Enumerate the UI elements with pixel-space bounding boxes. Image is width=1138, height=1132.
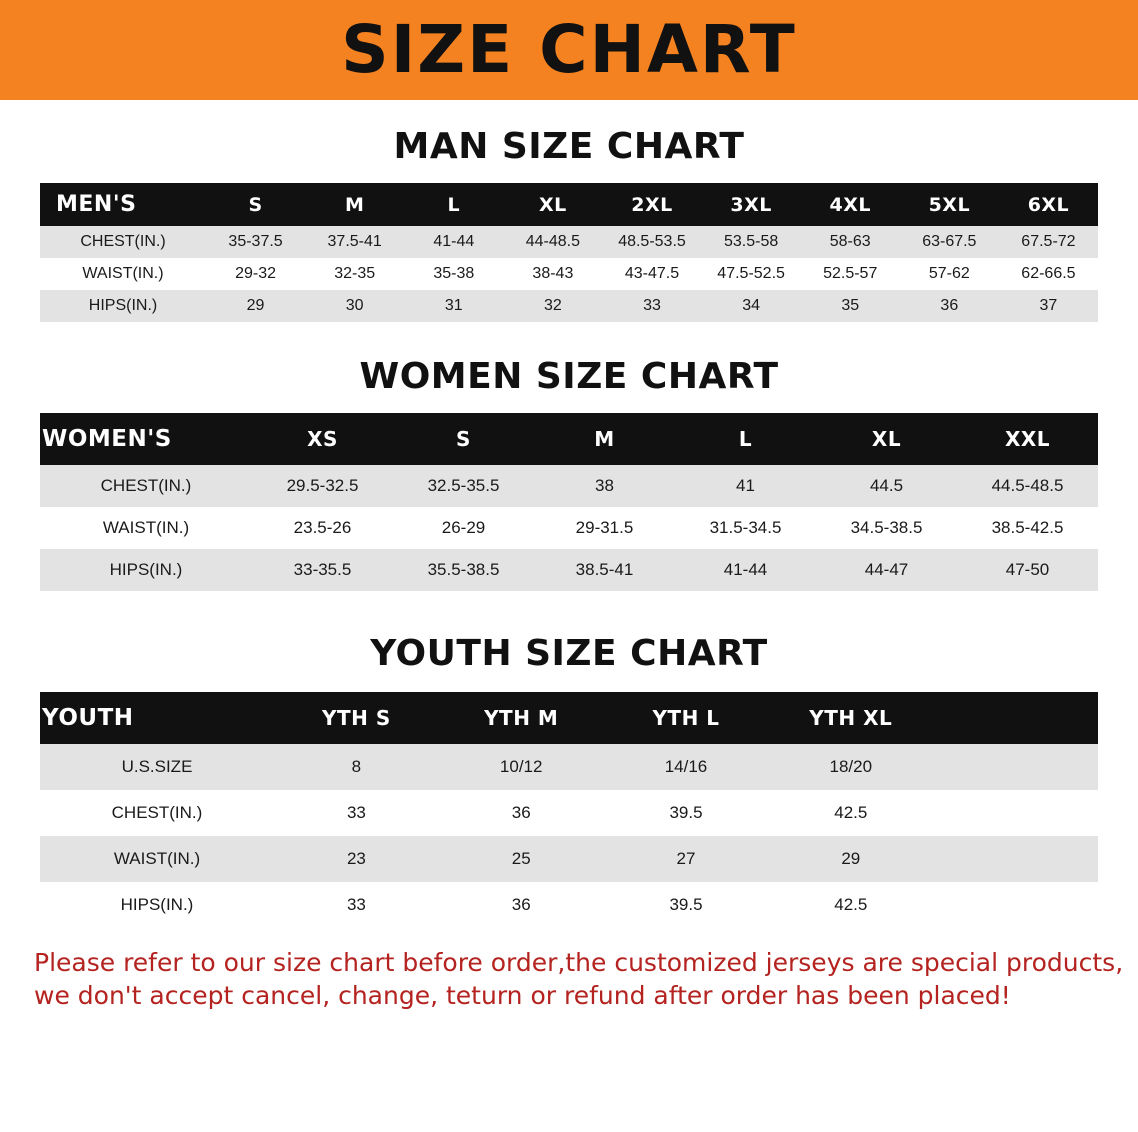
cell: 41-44: [675, 549, 816, 591]
cell: 37.5-41: [305, 226, 404, 258]
cell: 53.5-58: [702, 226, 801, 258]
col-header-6xl: 6XL: [999, 183, 1098, 226]
youth-size-table: [40, 692, 1098, 928]
col-header-xs: XS: [252, 413, 393, 465]
col-header-yth-s: YTH S: [274, 692, 439, 744]
row-label-hips: HIPS(IN.): [40, 882, 274, 928]
header-banner: [0, 0, 1138, 100]
col-header-spacer: [933, 692, 1098, 744]
youth-table-wrap: [40, 692, 1098, 928]
cell: 32.5-35.5: [393, 465, 534, 507]
cell: 44-48.5: [503, 226, 602, 258]
row-label-us-size: U.S.SIZE: [40, 744, 274, 790]
cell: 32: [503, 290, 602, 322]
cell: 58-63: [801, 226, 900, 258]
cell-empty: [933, 882, 1098, 928]
cell: 29-32: [206, 258, 305, 290]
cell: 33: [602, 290, 701, 322]
cell: 34: [702, 290, 801, 322]
cell: 18/20: [768, 744, 933, 790]
cell-empty: [933, 836, 1098, 882]
cell: 62-66.5: [999, 258, 1098, 290]
cell: 57-62: [900, 258, 999, 290]
cell: 44.5: [816, 465, 957, 507]
col-header-l: L: [675, 413, 816, 465]
disclaimer-note: [34, 946, 1124, 1012]
cell: 23.5-26: [252, 507, 393, 549]
row-label-waist: WAIST(IN.): [40, 258, 206, 290]
cell: 31.5-34.5: [675, 507, 816, 549]
col-header-s: S: [206, 183, 305, 226]
col-header-xl: XL: [503, 183, 602, 226]
col-header-yth-xl: YTH XL: [768, 692, 933, 744]
cell: 47-50: [957, 549, 1098, 591]
table-row: [40, 507, 1098, 549]
col-header-4xl: 4XL: [801, 183, 900, 226]
cell: 29: [206, 290, 305, 322]
cell: 39.5: [604, 790, 769, 836]
col-header-xxl: XXL: [957, 413, 1098, 465]
cell: 14/16: [604, 744, 769, 790]
cell: 42.5: [768, 882, 933, 928]
col-header-yth-l: YTH L: [604, 692, 769, 744]
table-row: [40, 882, 1098, 928]
row-label-waist: WAIST(IN.): [40, 507, 252, 549]
cell: 29.5-32.5: [252, 465, 393, 507]
row-label-chest: CHEST(IN.): [40, 226, 206, 258]
table-row: [40, 226, 1098, 258]
cell: 37: [999, 290, 1098, 322]
cell: 35-38: [404, 258, 503, 290]
cell: 25: [439, 836, 604, 882]
cell: 48.5-53.5: [602, 226, 701, 258]
table-row: [40, 790, 1098, 836]
cell: 36: [439, 882, 604, 928]
cell: 10/12: [439, 744, 604, 790]
row-label-hips: HIPS(IN.): [40, 549, 252, 591]
col-header-3xl: 3XL: [702, 183, 801, 226]
disclaimer-line-2: we don't accept cancel, change, teturn or refund after order has been placed!: [34, 981, 1011, 1010]
cell: 38.5-41: [534, 549, 675, 591]
cell: 34.5-38.5: [816, 507, 957, 549]
cell: 67.5-72: [999, 226, 1098, 258]
col-header-yth-m: YTH M: [439, 692, 604, 744]
cell: 38-43: [503, 258, 602, 290]
cell: 30: [305, 290, 404, 322]
cell: 38: [534, 465, 675, 507]
cell: 33-35.5: [252, 549, 393, 591]
cell: 39.5: [604, 882, 769, 928]
col-header-m: M: [534, 413, 675, 465]
table-header-row: [40, 183, 1098, 226]
row-label-hips: HIPS(IN.): [40, 290, 206, 322]
cell: 23: [274, 836, 439, 882]
col-header-l: L: [404, 183, 503, 226]
col-header-2xl: 2XL: [602, 183, 701, 226]
table-row: [40, 258, 1098, 290]
cell: 27: [604, 836, 769, 882]
cell: 29: [768, 836, 933, 882]
col-header-men: MEN'S: [40, 183, 206, 226]
disclaimer-line-1: Please refer to our size chart before order,the customized jerseys are special products,: [34, 948, 1124, 977]
cell: 42.5: [768, 790, 933, 836]
cell: 36: [900, 290, 999, 322]
cell-empty: [933, 790, 1098, 836]
cell: 41-44: [404, 226, 503, 258]
cell-empty: [933, 744, 1098, 790]
cell: 47.5-52.5: [702, 258, 801, 290]
man-table-wrap: [40, 183, 1098, 322]
table-row: [40, 836, 1098, 882]
col-header-xl: XL: [816, 413, 957, 465]
row-label-chest: CHEST(IN.): [40, 790, 274, 836]
table-header-row: [40, 413, 1098, 465]
cell: 35.5-38.5: [393, 549, 534, 591]
cell: 33: [274, 790, 439, 836]
youth-section-heading: YOUTH SIZE CHART: [370, 633, 768, 674]
row-label-chest: CHEST(IN.): [40, 465, 252, 507]
table-row: [40, 744, 1098, 790]
cell: 33: [274, 882, 439, 928]
table-row: [40, 290, 1098, 322]
women-section-heading: WOMEN SIZE CHART: [359, 356, 779, 397]
cell: 29-31.5: [534, 507, 675, 549]
col-header-youth: YOUTH: [40, 692, 274, 744]
cell: 31: [404, 290, 503, 322]
col-header-s: S: [393, 413, 534, 465]
page-title: SIZE CHART: [341, 11, 797, 88]
women-table-wrap: [40, 413, 1098, 591]
cell: 41: [675, 465, 816, 507]
cell: 36: [439, 790, 604, 836]
cell: 63-67.5: [900, 226, 999, 258]
cell: 35-37.5: [206, 226, 305, 258]
cell: 52.5-57: [801, 258, 900, 290]
cell: 26-29: [393, 507, 534, 549]
col-header-womens: WOMEN'S: [40, 413, 252, 465]
col-header-m: M: [305, 183, 404, 226]
col-header-5xl: 5XL: [900, 183, 999, 226]
cell: 35: [801, 290, 900, 322]
cell: 32-35: [305, 258, 404, 290]
cell: 8: [274, 744, 439, 790]
cell: 38.5-42.5: [957, 507, 1098, 549]
man-size-table: [40, 183, 1098, 322]
row-label-waist: WAIST(IN.): [40, 836, 274, 882]
cell: 43-47.5: [602, 258, 701, 290]
table-row: [40, 465, 1098, 507]
table-header-row: [40, 692, 1098, 744]
women-size-table: [40, 413, 1098, 591]
man-section-heading: MAN SIZE CHART: [393, 126, 745, 167]
table-row: [40, 549, 1098, 591]
cell: 44.5-48.5: [957, 465, 1098, 507]
cell: 44-47: [816, 549, 957, 591]
